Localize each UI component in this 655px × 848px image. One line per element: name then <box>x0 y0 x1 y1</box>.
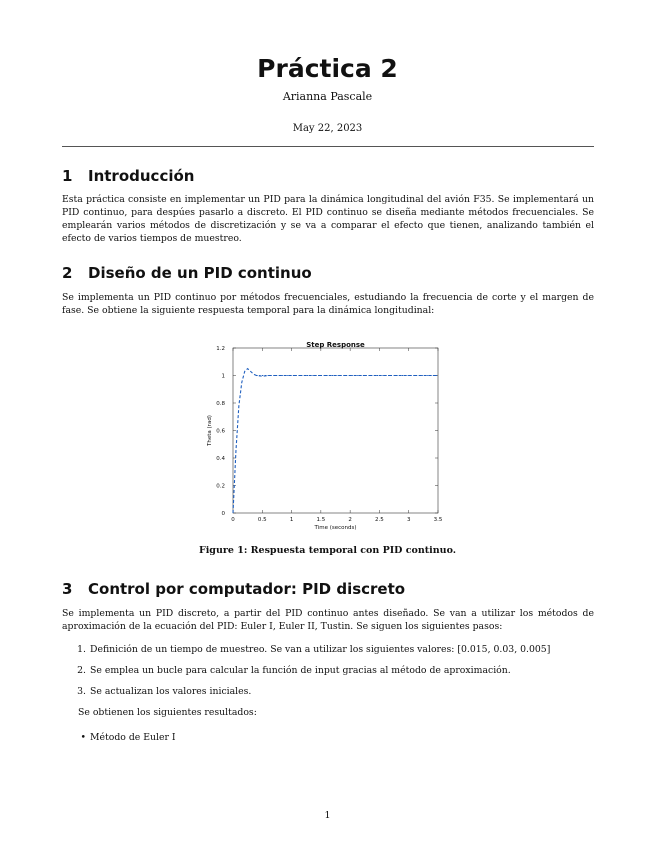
y-tick-label: 0.8 <box>216 401 225 407</box>
y-axis-label: Theta (rad) <box>207 415 213 446</box>
step-response-chart <box>195 338 460 538</box>
x-tick-label: 3 <box>406 517 411 523</box>
author-name: Arianna Pascale <box>282 90 373 103</box>
x-tick-label: 0.5 <box>257 517 267 523</box>
page-number: 1 <box>324 810 331 821</box>
section-2-heading <box>62 264 312 282</box>
x-tick-label: 2.5 <box>375 517 384 523</box>
section-title: Control por computador: PID discreto <box>88 580 406 598</box>
results-intro: Se obtienen los siguientes resultados: <box>78 707 257 718</box>
plot-frame <box>233 348 438 513</box>
section-title: Introducción <box>88 167 195 185</box>
list-item <box>62 664 594 677</box>
list-item <box>62 643 594 656</box>
title-divider <box>62 146 594 147</box>
x-tick-label: 2 <box>348 517 352 523</box>
step-response-line <box>233 369 438 513</box>
section-number: 1 <box>62 167 73 185</box>
list-text: Definición de un tiempo de muestreo. Se van a utilizar los siguientes valores: [0.015, 0.03, 0.005] <box>90 644 551 655</box>
document-date: May 22, 2023 <box>292 123 363 134</box>
section-1-heading <box>62 167 194 185</box>
list-text: Se emplea un bucle para calcular la función de input gracias al método de aproximación. <box>90 665 511 676</box>
bullet-text: Método de Euler I <box>90 732 176 743</box>
list-item <box>62 685 594 698</box>
figure-caption: Figure 1: Respuesta temporal con PID continuo. <box>198 545 457 556</box>
section-title: Diseño de un PID continuo <box>88 264 312 282</box>
y-tick-label: 1 <box>221 373 225 380</box>
section-2-paragraph: Se implementa un PID continuo por métodos frecuenciales, estudiando la frecuencia de corte y el margen de fase. Se obtiene la siguiente respuesta temporal para la dinámica longitudinal: <box>62 292 594 316</box>
x-tick-label: 3.5 <box>433 517 443 523</box>
list-text: Se actualizan los valores iniciales. <box>90 686 252 697</box>
section-number: 2 <box>62 264 73 282</box>
list-number: 2. <box>77 665 86 676</box>
y-tick-label: 1.2 <box>216 346 225 352</box>
section-1-paragraph: Esta práctica consiste en implementar un PID para la dinámica longitudinal del avión F35. Se implementará un PID continuo, para despúes pasarlo a discreto. El PID continuo se diseña mediante métodos frecuenciales. Se emplearán varios métodos de discretización y se va a comparar el efecto que tienen, analizando también el efecto de varios tiempos de muestreo. <box>62 194 594 244</box>
list-number: 3. <box>77 686 86 697</box>
bullet-item <box>62 731 594 744</box>
section-3-paragraph: Se implementa un PID discreto, a partir del PID continuo antes diseñado. Se van a utilizar los métodos de aproximación de la ecuación del PID: Euler I, Euler II, Tustin. Se siguen los siguientes pasos: <box>62 608 594 632</box>
chart-title: Step Response <box>306 341 365 349</box>
x-axis-label: Time (seconds) <box>314 525 357 531</box>
document-title: Práctica 2 <box>257 54 398 83</box>
y-tick-label: 0.6 <box>216 428 225 435</box>
x-tick-label: 1 <box>289 517 294 523</box>
section-number: 3 <box>62 580 73 598</box>
section-3-heading <box>62 580 405 598</box>
y-tick-label: 0.2 <box>216 483 225 490</box>
y-tick-label: 0 <box>221 511 225 517</box>
list-number: 1. <box>77 644 86 655</box>
x-tick-label: 1.5 <box>316 517 326 523</box>
bullet-marker: • <box>80 732 86 743</box>
y-tick-label: 0.4 <box>216 456 225 462</box>
x-tick-label: 0 <box>231 517 235 523</box>
